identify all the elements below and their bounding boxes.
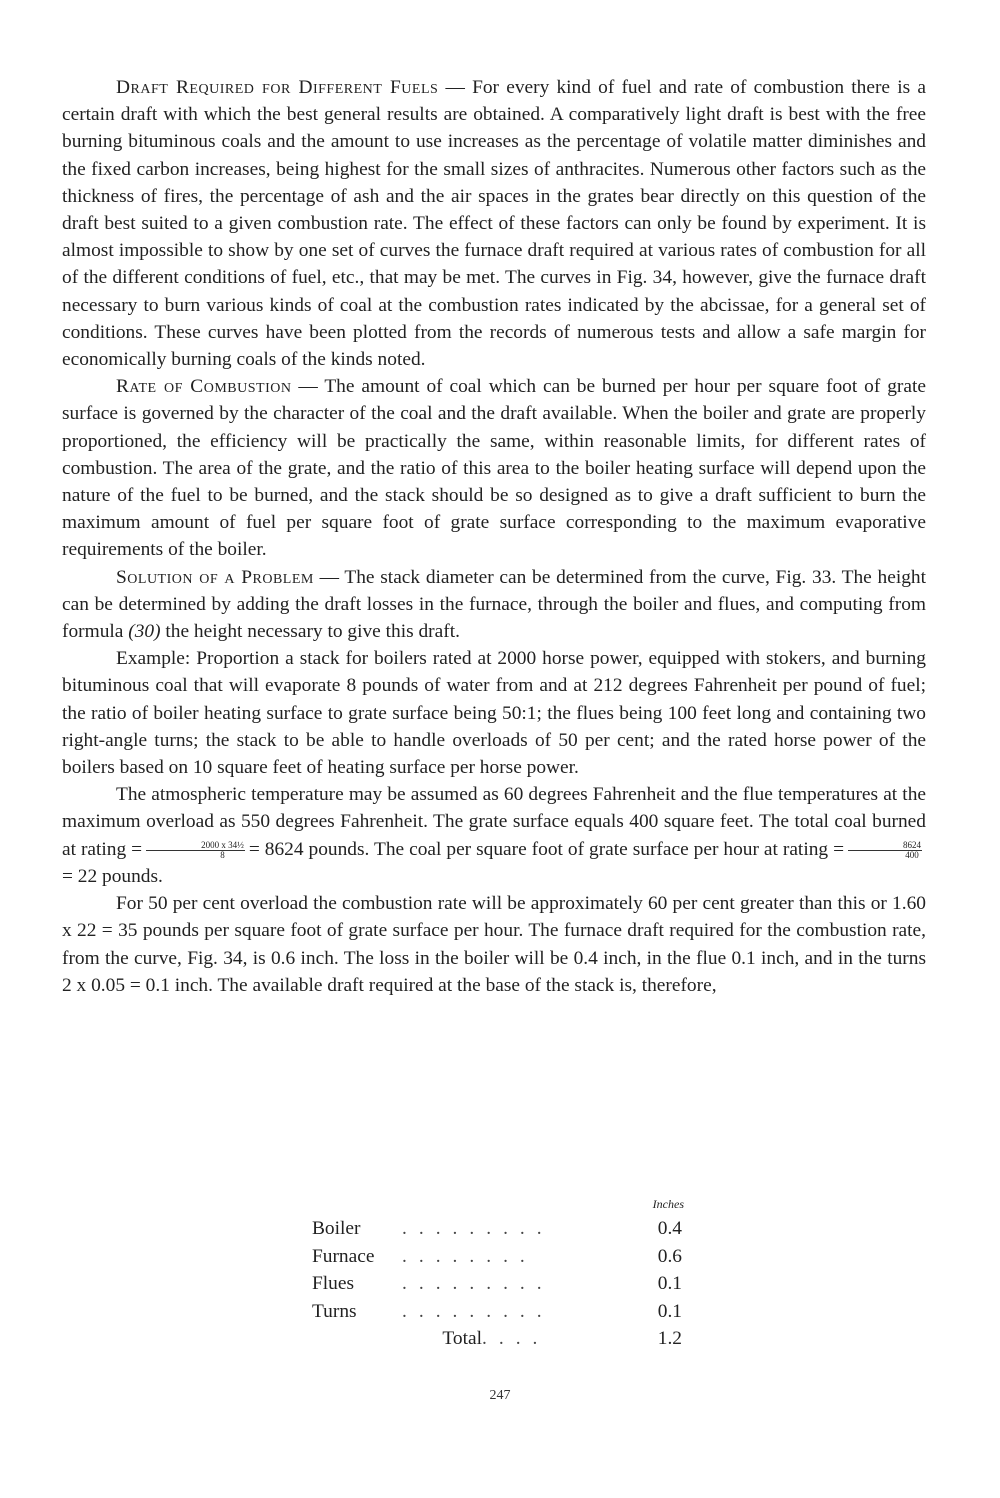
- row-label: Boiler: [312, 1218, 361, 1239]
- table-row: [312, 1243, 692, 1271]
- paragraph-text: the height necessary to give this draft.: [160, 621, 460, 643]
- paragraph-text: For 50 per cent overload the combustion rate will be approximately 60 per cent greater than this or 1.60 x 22 = 35 pounds per square foot of grate surface per hour. The furnace draft required for the combustion rate, from the curve, Fig. 34, is 0.6 inch. The loss in the boiler will be 0.4 inch, in the flue 0.1 inch, and in the turns 2 x 0.05 = 0.1 inch. The available draft required at the base of the stack is, therefore,: [62, 893, 926, 996]
- total-value: 1.2: [657, 1328, 682, 1350]
- row-label: Flues: [312, 1273, 355, 1295]
- formula-reference: (30): [128, 621, 161, 643]
- table-row: [312, 1215, 692, 1243]
- row-label: Turns: [312, 1300, 357, 1322]
- total-label: Total: [442, 1328, 482, 1350]
- paragraph-draft-required: Draft Required for Different Fuels — For every kind of fuel and rate of combustion there is a certain draft with which the best general results are obtained. A comparatively light draft is best with the free burning bituminous coals and the amount to use increases as the percentage of volatile matter diminishes and the fixed carbon increases, being highest for the small sizes of anthracites. Numerous other factors such as the thickness of fires, the percentage of ash and the air spaces in the grates bear directly on this question of the draft best suited to a given combustion rate. The effect of these factors can only be found by experiment. It is almost impossible to show by one set of curves the furnace draft required at various rates of combustion for all of the different conditions of fuel, etc., that may be met. The curves in Fig. 34, however, give the furnace draft necessary to burn various kinds of coal at the combustion rates indicated by the abcissae, for a general set of conditions. These curves have been plotted from the records of numerous tests and allow a safe margin for economically burning coals of the kinds noted.: [62, 77, 926, 371]
- paragraph-text: The atmospheric temperature may be assumed as 60 degrees Fahrenheit and the flue temperatures at the maximum overload as 550 degrees Fahrenheit. The grate surface equals 400 square feet. The total coal burned at rating =: [62, 784, 926, 860]
- fraction-denominator: 8: [220, 849, 225, 860]
- section-heading: Draft Required for Different Fuels: [116, 77, 439, 98]
- paragraph-example: [62, 645, 926, 781]
- section-heading: Solution of a Problem: [116, 566, 314, 588]
- paragraph-rate-of-combustion: Rate of Combustion — The amount of coal which can be burned per hour per square foot of grate surface is governed by the character of the coal and the draft available. When the boiler and grate are properly proportioned, the efficiency will be practically the same, within reasonable limits, for different rates of combustion. The area of the grate, and the ratio of this area to the boiler heating surface will depend upon the nature of the fuel to be burned, and the stack should be so designed as to give a draft sufficient to burn the maximum amount of fuel per square foot of grate surface corresponding to the maximum evaporative requirements of the boiler.: [62, 376, 926, 561]
- paragraph-text: The stack diameter can be determined from the curve, Fig. 33. The height can be determined by adding the draft losses in the furnace, through the boiler and flues, and computing from formula: [62, 566, 926, 643]
- paragraph-temperatures: [62, 781, 926, 890]
- paragraph-text: For every kind of fuel and rate of combustion there is a certain draft with which the best general results are obtained. A comparatively light draft is best with the free burning bituminous coals and the amount to use increases as the percentage of volatile matter diminishes and the fixed carbon increases, being highest for the small sizes of anthracites. Numerous other factors such as the thickness of fires, the percentage of ash and the air spaces in the grates bear directly on this question of the draft best suited to a given combustion rate. The effect of these factors can only be found by experiment. It is almost impossible to show by one set of curves the furnace draft required at various rates of combustion for all of the different conditions of fuel, etc., that may be met. The curves in Fig. 34, however, give the furnace draft necessary to burn various kinds of coal at the combustion rates indicated by the abcissae, for a general set of conditions. These curves have been plotted from the records of numerous tests and allow a safe margin for economically burning coals of the kinds noted.: [62, 77, 926, 371]
- fraction-coal-per-foot: [848, 841, 922, 860]
- row-value: 0.1: [657, 1273, 682, 1295]
- paragraph-solution-of-problem: Solution of a Problem — The stack diameter can be determined from the curve, Fig. 33. The height can be determined by adding the draft losses in the furnace, through the boiler and flues, and computing from formula (30) the height necessary to give this draft.: [62, 566, 926, 643]
- fraction-numerator: 2000 x 34½: [146, 841, 245, 851]
- draft-table: [312, 1197, 692, 1353]
- fraction-numerator: 8624: [848, 841, 922, 851]
- section-heading: Rate of Combustion: [116, 376, 292, 398]
- paragraph-text: Example: Proportion a stack for boilers rated at 2000 horse power, equipped with stokers, and burning bituminous coal that will evaporate 8 pounds of water from and at 212 degrees Fahrenheit per pound of fuel; the ratio of boiler heating surface to grate surface being 50:1; the flues being 100 feet long and containing two right-angle turns; the stack to be able to handle overloads of 50 per cent; and the rated horse power of the boilers based on 10 square feet of heating surface per horse power.: [62, 648, 926, 779]
- leader-dots: .........: [402, 1300, 554, 1322]
- row-value: 0.4: [657, 1218, 682, 1239]
- fraction-total-coal: [146, 841, 245, 860]
- paragraph-text: = 8624 pounds. The coal per square foot of grate surface per hour at rating =: [248, 838, 845, 860]
- paragraph-text: = 22 pounds.: [62, 865, 163, 887]
- leader-dots: .........: [402, 1218, 554, 1239]
- table-unit-header: Inches: [652, 1197, 684, 1211]
- leader-dots: .........: [402, 1273, 554, 1295]
- row-label: Furnace: [312, 1245, 375, 1267]
- fraction-denominator: 400: [905, 849, 919, 860]
- row-value: 0.6: [657, 1245, 682, 1267]
- page-body: [62, 74, 926, 999]
- row-value: 0.1: [657, 1300, 682, 1322]
- leader-dots: ....: [482, 1328, 550, 1350]
- paragraph-overload: [62, 890, 926, 999]
- leader-dots: ........: [402, 1245, 537, 1267]
- table-row: [312, 1298, 692, 1326]
- table-total-row: [312, 1325, 692, 1353]
- paragraph-text: The amount of coal which can be burned per hour per square foot of grate surface is governed by the character of the coal and the draft available. When the boiler and grate are properly proportioned, the efficiency will be practically the same, within reasonable limits, for different rates of combustion. The area of the grate, and the ratio of this area to the boiler heating surface will depend upon the nature of the fuel to be burned, and the stack should be so designed as to give a draft sufficient to burn the maximum amount of fuel per square foot of grate surface corresponding to the maximum evaporative requirements of the boiler.: [62, 376, 926, 561]
- table-row: [312, 1270, 692, 1298]
- page-number: 247: [489, 1388, 511, 1403]
